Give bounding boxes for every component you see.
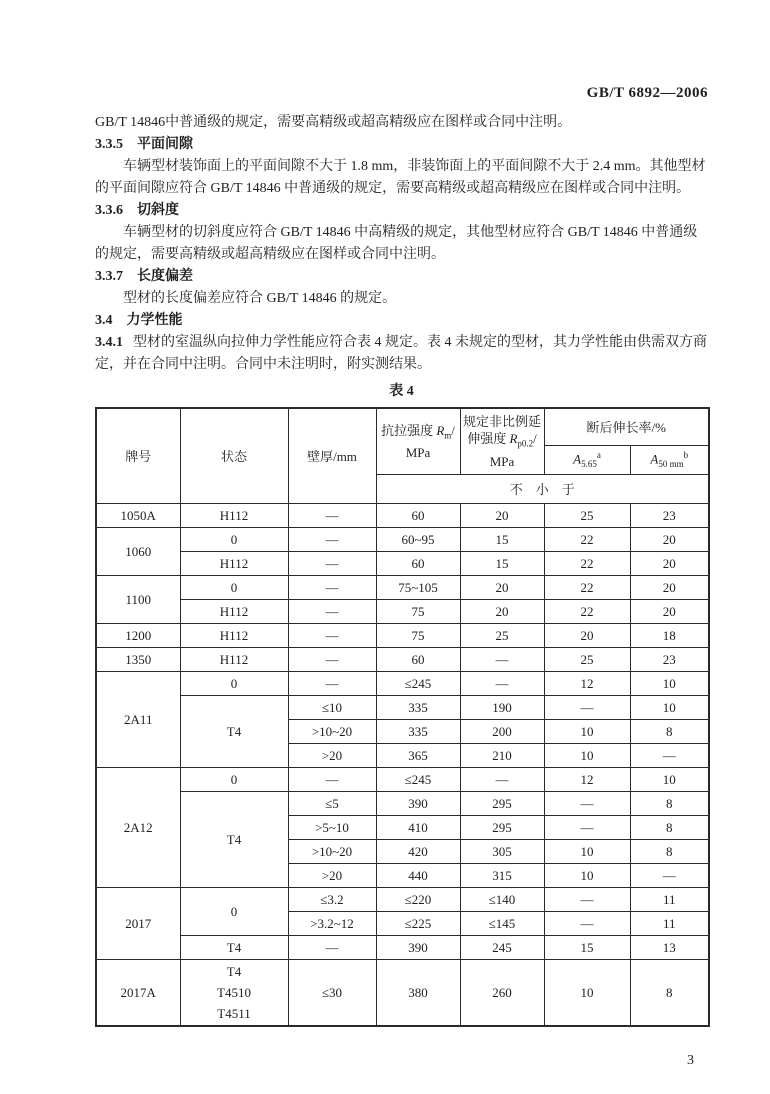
col-header-a565 bbox=[544, 446, 630, 475]
table-cell: >20 bbox=[288, 864, 376, 888]
table-cell: 15 bbox=[460, 552, 544, 576]
table-cell: 10 bbox=[630, 672, 709, 696]
symbol-subscript: m bbox=[444, 430, 452, 441]
table-cell: 295 bbox=[460, 816, 544, 840]
table-cell: 8 bbox=[630, 840, 709, 864]
symbol-subscript: 5.65 bbox=[581, 458, 597, 469]
table-cell: 0 bbox=[180, 528, 288, 552]
table-cell: 260 bbox=[460, 960, 544, 1027]
footnote-mark-b: b bbox=[683, 450, 689, 461]
paragraph-line: 型材的长度偏差应符合 GB/T 14846 的规定。 bbox=[123, 291, 397, 306]
footnote-mark-a: a bbox=[596, 450, 601, 461]
table-cell: 10 bbox=[630, 768, 709, 792]
table-cell: H112 bbox=[180, 624, 288, 648]
unit-label: MPa bbox=[405, 445, 431, 461]
table-cell: — bbox=[288, 648, 376, 672]
table-cell: 20 bbox=[544, 624, 630, 648]
table-cell: 10 bbox=[544, 840, 630, 864]
header-text: / bbox=[451, 422, 455, 438]
header-row bbox=[96, 408, 709, 446]
table-cell: 20 bbox=[630, 600, 709, 624]
table-header bbox=[96, 408, 709, 504]
table-cell: ≤245 bbox=[376, 768, 460, 792]
table-cell: 245 bbox=[460, 936, 544, 960]
table-cell: 22 bbox=[544, 528, 630, 552]
table-cell: ≤3.2 bbox=[288, 888, 376, 912]
table-cell: 22 bbox=[544, 576, 630, 600]
table-cell: 23 bbox=[630, 504, 709, 528]
symbol-subscript: p0.2 bbox=[517, 438, 534, 449]
table-cell: 390 bbox=[376, 936, 460, 960]
table-cell: 315 bbox=[460, 864, 544, 888]
table-row bbox=[96, 504, 709, 528]
table-cell: — bbox=[460, 648, 544, 672]
table-cell: 13 bbox=[630, 936, 709, 960]
cell-line: T4 bbox=[226, 964, 242, 979]
table-cell: 10 bbox=[544, 744, 630, 768]
table-cell: 11 bbox=[630, 888, 709, 912]
brand-cell: 1050A bbox=[96, 504, 180, 528]
brand-cell: 2A12 bbox=[96, 768, 180, 888]
table-cell: ≤145 bbox=[460, 912, 544, 936]
mechanical-properties-table bbox=[95, 407, 710, 1027]
table-cell: 60 bbox=[376, 504, 460, 528]
table-row bbox=[96, 888, 709, 912]
table-cell: — bbox=[544, 912, 630, 936]
table-cell: — bbox=[288, 552, 376, 576]
header-text: 抗拉强度 bbox=[381, 422, 437, 438]
paragraph-line: GB/T 14846中普通级的规定，需要高精级或超高精级应在图样或合同中注明。 bbox=[95, 115, 572, 130]
table-cell: 210 bbox=[460, 744, 544, 768]
table-cell: 75~105 bbox=[376, 576, 460, 600]
col-header-thickness: 壁厚/mm bbox=[288, 408, 376, 504]
table-cell: 20 bbox=[630, 528, 709, 552]
table-cell: 25 bbox=[460, 624, 544, 648]
symbol-A565: A bbox=[573, 451, 582, 467]
table-cell: ≤245 bbox=[376, 672, 460, 696]
col-header-state: 状态 bbox=[180, 408, 288, 504]
page-number: 3 bbox=[687, 1053, 694, 1068]
table-cell: — bbox=[460, 768, 544, 792]
table-caption: 表 4 bbox=[389, 384, 414, 399]
table-cell: 20 bbox=[630, 576, 709, 600]
section-title: 切斜度 bbox=[137, 203, 179, 218]
table-cell: 23 bbox=[630, 648, 709, 672]
table-cell: >3.2~12 bbox=[288, 912, 376, 936]
table-cell: 22 bbox=[544, 600, 630, 624]
table-body bbox=[96, 504, 709, 1027]
table-cell: — bbox=[460, 672, 544, 696]
section-number: 3.3.6 bbox=[95, 203, 123, 218]
table-cell: 8 bbox=[630, 960, 709, 1027]
table-cell: H112 bbox=[180, 504, 288, 528]
table-cell: >10~20 bbox=[288, 840, 376, 864]
not-less-than-cell: 不 小 于 bbox=[376, 475, 709, 504]
table-cell: 365 bbox=[376, 744, 460, 768]
table-cell: 10 bbox=[544, 960, 630, 1027]
brand-cell: 1350 bbox=[96, 648, 180, 672]
brand-cell: 1100 bbox=[96, 576, 180, 624]
table-cell: — bbox=[288, 672, 376, 696]
section-heading-3-4 bbox=[95, 310, 708, 332]
table-cell: — bbox=[630, 744, 709, 768]
table-cell: ≤5 bbox=[288, 792, 376, 816]
table-row bbox=[96, 624, 709, 648]
table-cell: 25 bbox=[544, 648, 630, 672]
paragraph-line: 车辆型材的切斜度应符合 GB/T 14846 中高精级的规定，其他型材应符合 GB/T 14846 中普通级 bbox=[123, 225, 698, 240]
col-header-yield-strength bbox=[460, 408, 544, 475]
table-cell: 20 bbox=[460, 600, 544, 624]
table-cell: 22 bbox=[544, 552, 630, 576]
body-text bbox=[95, 112, 708, 376]
table-cell: ≤10 bbox=[288, 696, 376, 720]
table-cell: 8 bbox=[630, 792, 709, 816]
col-header-tensile-strength bbox=[376, 408, 460, 475]
table-cell: — bbox=[630, 864, 709, 888]
table-row bbox=[96, 792, 709, 816]
table-row bbox=[96, 576, 709, 600]
table-cell: 335 bbox=[376, 696, 460, 720]
section-heading-3-3-6 bbox=[95, 200, 708, 222]
table-cell: H112 bbox=[180, 600, 288, 624]
header-text: / bbox=[533, 431, 537, 447]
table-cell: 12 bbox=[544, 768, 630, 792]
paragraph-line: 定，并在合同中注明。合同中未注明时，附实测结果。 bbox=[95, 357, 431, 372]
section-heading-3-3-5 bbox=[95, 134, 708, 156]
table-cell: 10 bbox=[544, 864, 630, 888]
paragraph-line: 车辆型材装饰面上的平面间隙不大于 1.8 mm，非装饰面上的平面间隙不大于 2.4 mm。其他型材 bbox=[123, 159, 706, 174]
table-cell: 0 bbox=[180, 576, 288, 600]
clause-number: 3.4.1 bbox=[95, 335, 123, 350]
table-cell bbox=[180, 960, 288, 1027]
symbol-A50mm: A bbox=[650, 451, 659, 467]
col-header-elongation: 断后伸长率/% bbox=[544, 408, 709, 446]
table-cell: 8 bbox=[630, 816, 709, 840]
table-cell: 75 bbox=[376, 624, 460, 648]
table-cell: H112 bbox=[180, 552, 288, 576]
table-cell: 20 bbox=[460, 504, 544, 528]
table-cell: 8 bbox=[630, 720, 709, 744]
section-number: 3.4 bbox=[95, 313, 113, 328]
table-cell: 190 bbox=[460, 696, 544, 720]
col-header-brand: 牌号 bbox=[96, 408, 180, 504]
table-cell: ≤30 bbox=[288, 960, 376, 1027]
cell-line: T4511 bbox=[217, 1006, 251, 1021]
table-cell: T4 bbox=[180, 696, 288, 768]
paragraph-line: 的平面间隙应符合 GB/T 14846 中普通级的规定，需要高精级或超高精级应在图样或合同中注明。 bbox=[95, 181, 691, 196]
table-row bbox=[96, 552, 709, 576]
table-cell: — bbox=[544, 696, 630, 720]
table-cell: — bbox=[288, 504, 376, 528]
table-cell: 0 bbox=[180, 672, 288, 696]
table-cell: 380 bbox=[376, 960, 460, 1027]
section-title: 力学性能 bbox=[126, 313, 183, 328]
clause-text: 型材的室温纵向拉伸力学性能应符合表 4 规定。表 4 未规定的型材，其力学性能由供需双方商 bbox=[133, 335, 707, 350]
table-cell: 12 bbox=[544, 672, 630, 696]
table-cell: ≤220 bbox=[376, 888, 460, 912]
table-cell: 60 bbox=[376, 552, 460, 576]
table-cell: — bbox=[288, 528, 376, 552]
brand-cell: 1200 bbox=[96, 624, 180, 648]
table-cell: 335 bbox=[376, 720, 460, 744]
table-cell: — bbox=[544, 888, 630, 912]
table-cell: 60~95 bbox=[376, 528, 460, 552]
table-cell: — bbox=[288, 600, 376, 624]
table-cell: 15 bbox=[544, 936, 630, 960]
table-cell: 0 bbox=[180, 768, 288, 792]
unit-label: MPa bbox=[489, 453, 515, 469]
table-row bbox=[96, 960, 709, 1027]
brand-cell: 2017 bbox=[96, 888, 180, 960]
standard-code: GB/T 6892—2006 bbox=[586, 85, 708, 101]
section-title: 平面间隙 bbox=[137, 137, 193, 152]
section-heading-3-3-7 bbox=[95, 266, 708, 288]
header-text: 伸强度 bbox=[467, 431, 510, 447]
table-cell: — bbox=[288, 624, 376, 648]
table-cell: T4 bbox=[180, 936, 288, 960]
table-cell: 20 bbox=[630, 552, 709, 576]
table-cell: 410 bbox=[376, 816, 460, 840]
brand-cell: 2017A bbox=[96, 960, 180, 1027]
table-cell: 15 bbox=[460, 528, 544, 552]
table-cell: 295 bbox=[460, 792, 544, 816]
brand-cell: 1060 bbox=[96, 528, 180, 576]
table-cell: ≤225 bbox=[376, 912, 460, 936]
table-cell: — bbox=[288, 936, 376, 960]
symbol-Rm: R bbox=[436, 422, 445, 438]
section-number: 3.3.5 bbox=[95, 137, 123, 152]
table-cell: 200 bbox=[460, 720, 544, 744]
symbol-Rp02: R bbox=[509, 431, 518, 447]
table-cell: 25 bbox=[544, 504, 630, 528]
cell-line: T4510 bbox=[217, 985, 251, 1000]
section-number: 3.3.7 bbox=[95, 269, 123, 284]
table-cell: T4 bbox=[180, 792, 288, 888]
table-cell: >20 bbox=[288, 744, 376, 768]
table-row bbox=[96, 528, 709, 552]
table-row bbox=[96, 768, 709, 792]
table-cell: — bbox=[288, 768, 376, 792]
table-row bbox=[96, 696, 709, 720]
table-row bbox=[96, 648, 709, 672]
brand-cell: 2A11 bbox=[96, 672, 180, 768]
table-cell: 0 bbox=[180, 888, 288, 936]
header-text: 规定非比例延 bbox=[462, 414, 541, 430]
table-cell: — bbox=[544, 792, 630, 816]
table-cell: 10 bbox=[630, 696, 709, 720]
section-title: 长度偏差 bbox=[137, 269, 193, 284]
table-row bbox=[96, 936, 709, 960]
table-cell: 20 bbox=[460, 576, 544, 600]
paragraph-line: 的规定，需要高精级或超高精级应在图样或合同中注明。 bbox=[95, 247, 445, 262]
table-cell: 305 bbox=[460, 840, 544, 864]
table-row bbox=[96, 600, 709, 624]
table-cell: 440 bbox=[376, 864, 460, 888]
table-cell: H112 bbox=[180, 648, 288, 672]
paragraph-line bbox=[95, 332, 708, 354]
table-cell: 420 bbox=[376, 840, 460, 864]
table-cell: 390 bbox=[376, 792, 460, 816]
table-row bbox=[96, 672, 709, 696]
table-cell: 18 bbox=[630, 624, 709, 648]
table-cell: >5~10 bbox=[288, 816, 376, 840]
symbol-subscript: 50 mm bbox=[658, 458, 684, 469]
table-cell: ≤140 bbox=[460, 888, 544, 912]
table-cell: 60 bbox=[376, 648, 460, 672]
table-cell: 11 bbox=[630, 912, 709, 936]
table-cell: — bbox=[544, 816, 630, 840]
col-header-a50mm bbox=[630, 446, 709, 475]
table-cell: — bbox=[288, 576, 376, 600]
table-cell: >10~20 bbox=[288, 720, 376, 744]
table-cell: 75 bbox=[376, 600, 460, 624]
table-cell: 10 bbox=[544, 720, 630, 744]
